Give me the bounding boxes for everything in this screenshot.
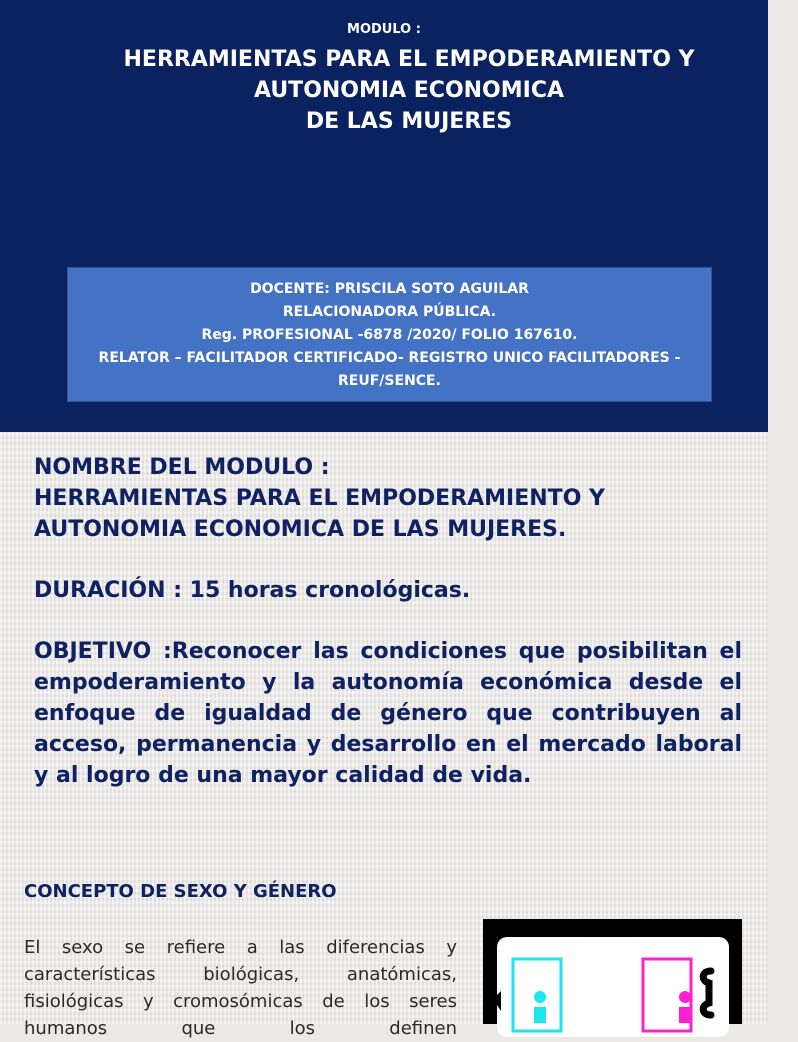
illustration-panel <box>497 937 729 1037</box>
slide-title <box>20 44 798 137</box>
module-label: MODULO : <box>347 22 421 37</box>
title-slide <box>0 0 768 432</box>
title-line: AUTONOMIA ECONOMICA <box>253 78 565 103</box>
title-line: HERRAMIENTAS PARA EL EMPODERAMIENTO Y <box>123 47 695 72</box>
objective: OBJETIVO :Reconocer las condiciones que posibilitan el empoderamiento y la autonomía económica desde el enfoque de igualdad de género que contribuyen al acceso, permanencia y desarrollo en el mercado laboral y al logro de una mayor calidad de vida. <box>34 639 742 788</box>
concept-description: El sexo se refiere a las diferencias y características biológicas, anatómicas, fisiológicas y cromosómicas de los seres humanos que los definen <box>24 937 457 1039</box>
title-line: DE LAS MUJERES <box>305 109 513 134</box>
instructor-registration: Reg. PROFESIONAL -6878 /2020/ FOLIO 167610. <box>201 327 578 343</box>
content-slide <box>0 432 768 1039</box>
gender-symbols-illustration <box>483 919 742 1024</box>
instructor-name: DOCENTE: PRISCILA SOTO AGUILAR <box>250 281 529 297</box>
instructor-certification-cont: REUF/SENCE. <box>338 373 441 389</box>
module-name-line: HERRAMIENTAS PARA EL EMPODERAMIENTO Y <box>34 486 605 511</box>
module-details <box>34 452 742 791</box>
instructor-info-box <box>67 267 712 402</box>
gender-icons-graphic <box>483 919 742 1024</box>
module-name-label: NOMBRE DEL MODULO : <box>34 455 330 480</box>
instructor-role: RELACIONADORA PÚBLICA. <box>282 304 497 320</box>
instructor-certification: RELATOR – FACILITADOR CERTIFICADO- REGISTRO UNICO FACILITADORES - <box>98 350 681 366</box>
module-name-line: AUTONOMIA ECONOMICA DE LAS MUJERES. <box>34 517 567 542</box>
duration: DURACIÓN : 15 horas cronológicas. <box>34 578 471 603</box>
concept-heading: CONCEPTO DE SEXO Y GÉNERO <box>24 881 337 902</box>
